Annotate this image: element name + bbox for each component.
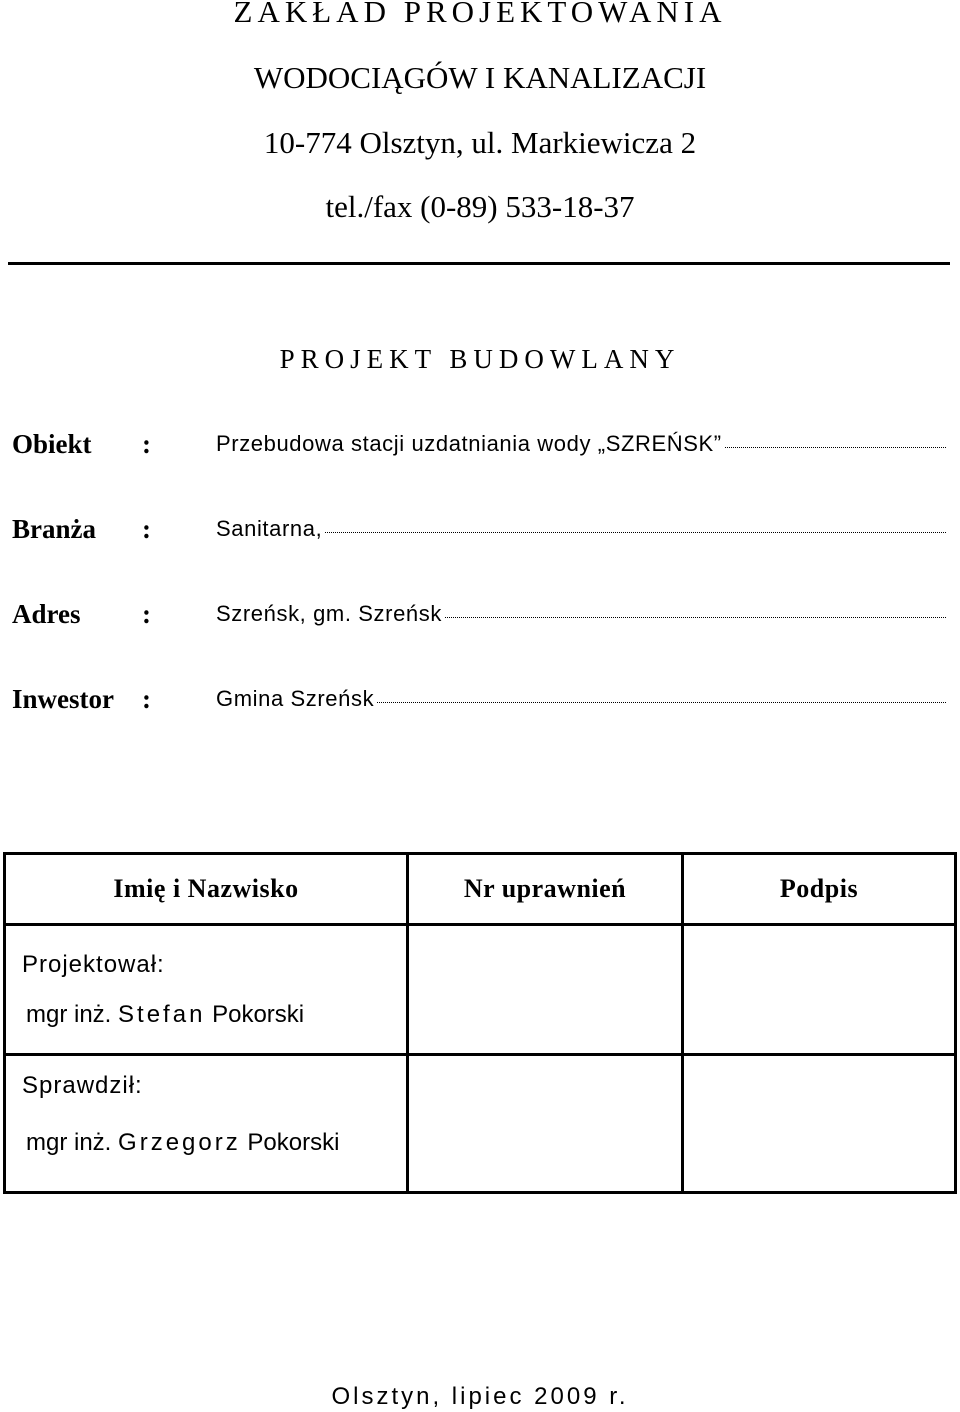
checker-last-name: Pokorski <box>247 1129 340 1156</box>
info-label-inwestor: Inwestor <box>12 684 114 714</box>
dotted-leader <box>377 702 946 703</box>
role-designer: Projektował: <box>22 951 165 978</box>
column-header-license: Nr uprawnień <box>463 874 627 903</box>
info-value-text: Przebudowa stacji uzdatniania wody „SZREŃSK” <box>216 431 722 456</box>
info-colon: : <box>142 429 151 459</box>
table-row-divider <box>6 1053 954 1056</box>
company-phone: tel./fax (0-89) 533-18-37 <box>325 189 635 224</box>
info-label-branza: Branża <box>12 514 96 544</box>
info-colon: : <box>142 684 151 714</box>
info-value-text: Szreńsk, gm. Szreńsk <box>216 601 442 626</box>
info-value-text: Sanitarna, <box>216 516 323 541</box>
column-header-signature: Podpis <box>779 874 859 903</box>
info-value-inwestor <box>216 683 946 715</box>
designer-last-name: Pokorski <box>212 1001 305 1028</box>
company-name-line1: ZAKŁAD PROJEKTOWANIA <box>233 0 727 29</box>
document-title: PROJEKT BUDOWLANY <box>279 344 681 374</box>
info-colon: : <box>142 599 151 629</box>
info-value-branza <box>216 513 946 545</box>
info-label-obiekt: Obiekt <box>12 429 92 459</box>
role-checker: Sprawdził: <box>22 1072 143 1099</box>
designer-title: mgr inż. <box>26 1001 112 1028</box>
checker-name <box>26 1128 339 1158</box>
info-value-adres <box>216 598 946 630</box>
dotted-leader <box>725 447 946 448</box>
designer-first-name: Stefan <box>118 1001 206 1028</box>
checker-first-name: Grzegorz <box>118 1129 241 1156</box>
info-value-obiekt <box>216 428 946 460</box>
dotted-leader <box>325 532 946 533</box>
column-header-name: Imię i Nazwisko <box>113 874 299 903</box>
place-and-date: Olsztyn, lipiec 2009 r. <box>331 1383 629 1410</box>
company-name-line2: WODOCIĄGÓW I KANALIZACJI <box>253 60 707 95</box>
dotted-leader <box>445 617 946 618</box>
info-value-text: Gmina Szreńsk <box>216 686 375 711</box>
signature-table <box>3 852 957 1194</box>
table-header-divider <box>6 923 954 926</box>
checker-title: mgr inż. <box>26 1129 112 1156</box>
info-colon: : <box>142 514 151 544</box>
info-label-adres: Adres <box>12 599 81 629</box>
header-divider <box>8 262 950 265</box>
designer-name <box>26 1000 304 1030</box>
company-address: 10-774 Olsztyn, ul. Markiewicza 2 <box>263 125 697 160</box>
